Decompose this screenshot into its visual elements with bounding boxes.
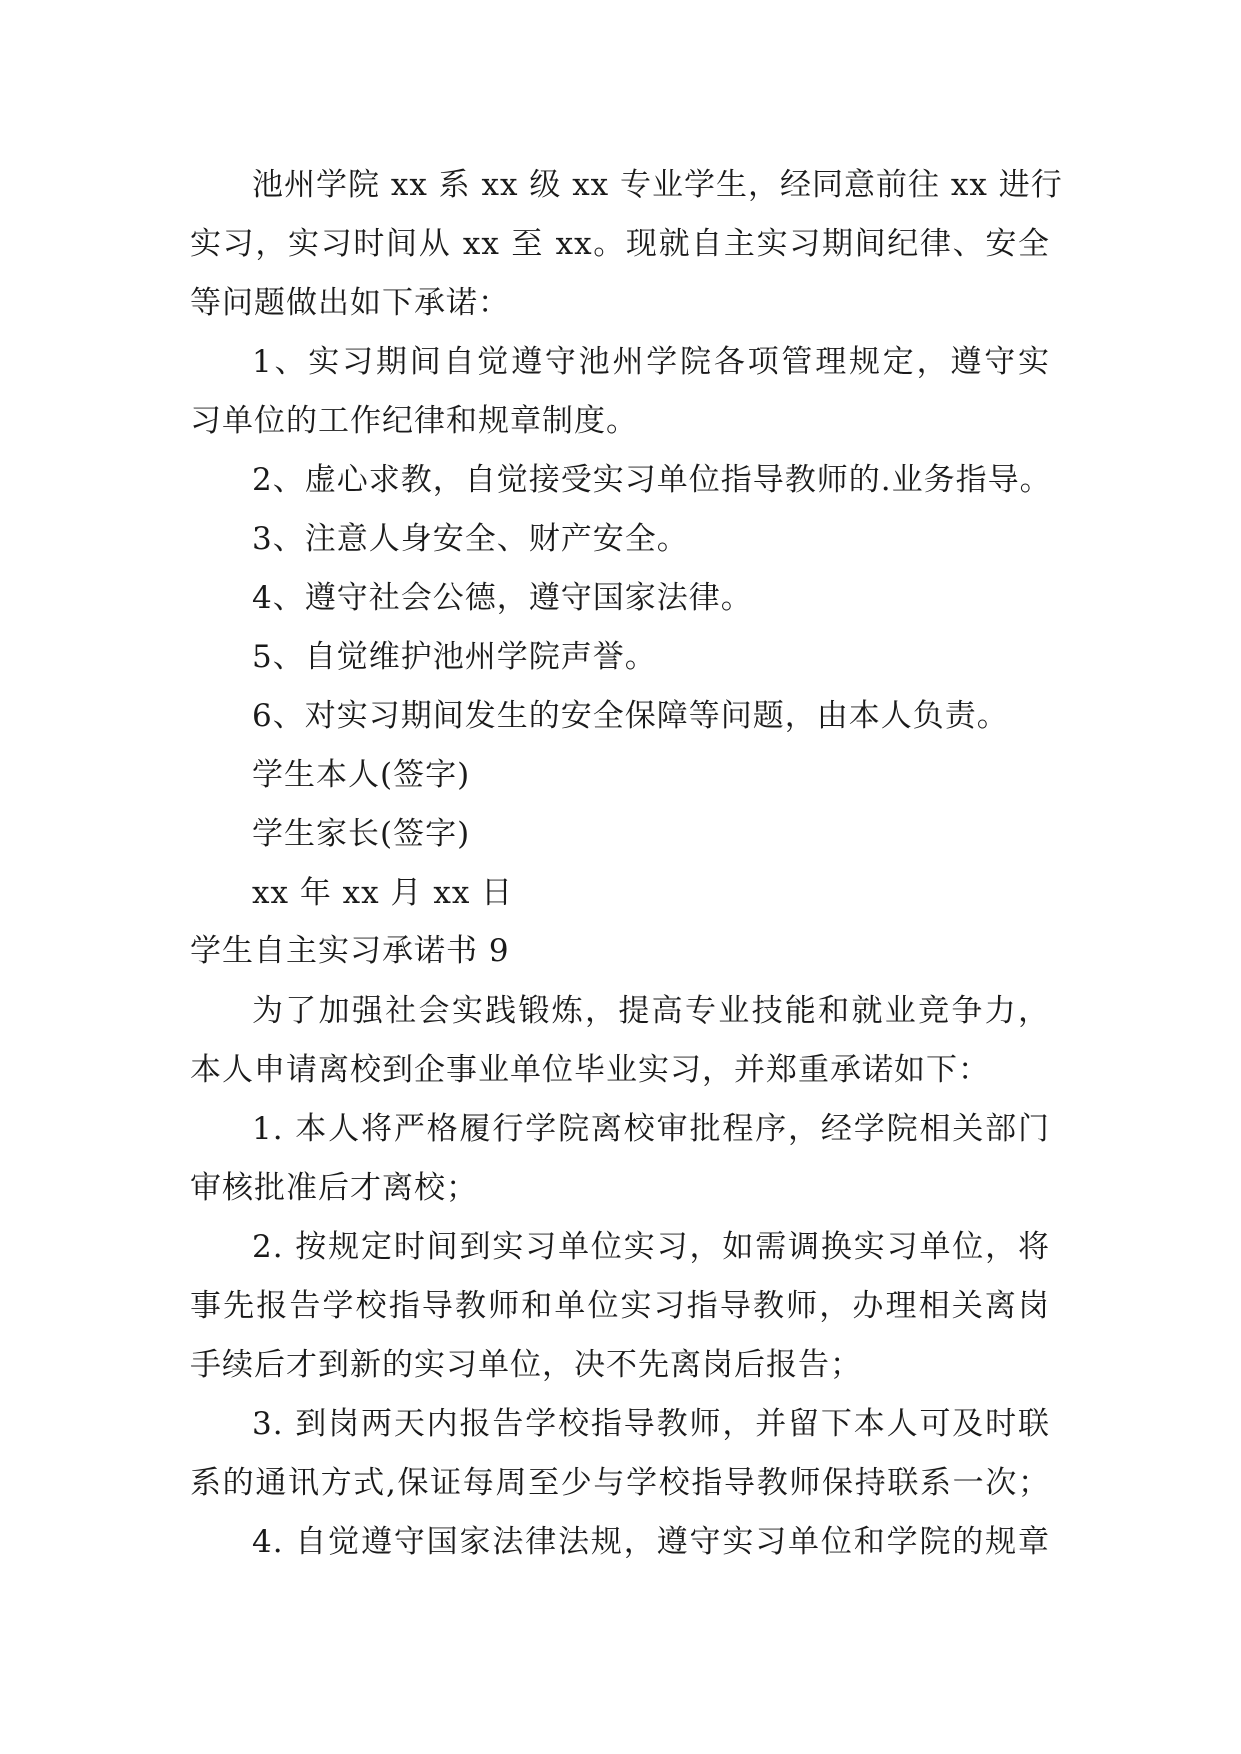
list-item-line: 事先报告学校指导教师和单位实习指导教师，办理相关离岗 [190,1288,1050,1324]
list-item-line: 5、自觉维护池州学院声誉。 [252,639,657,675]
list-item-line: 习单位的工作纪律和规章制度。 [190,403,638,439]
date-line: xx 年 xx 月 xx 日 [252,875,514,911]
student-signature-label: 学生本人(签字) [252,757,471,793]
list-item-line: 4. 自觉遵守国家法律法规，遵守实习单位和学院的规章 [252,1524,1050,1560]
list-item-line: 3、注意人身安全、财产安全。 [252,521,689,557]
list-item-line: 系的通讯方式,保证每周至少与学校指导教师保持联系一次； [190,1465,1050,1501]
list-item-line: 6、对实习期间发生的安全保障等问题，由本人负责。 [252,698,1009,734]
list-item-line: 4、遵守社会公德，遵守国家法律。 [252,580,753,616]
list-item-line: 2、虚心求教，自觉接受实习单位指导教师的.业务指导。 [252,462,1052,498]
list-item-line: 1、实习期间自觉遵守池州学院各项管理规定，遵守实 [252,344,1050,380]
paragraph-line: 实习，实习时间从 xx 至 xx。现就自主实习期间纪律、安全 [190,226,1050,262]
paragraph-line: 为了加强社会实践锻炼，提高专业技能和就业竞争力， [252,993,1050,1029]
paragraph-line: 池州学院 xx 系 xx 级 xx 专业学生，经同意前往 xx 进行 [252,167,1063,203]
parent-signature-label: 学生家长(签字) [252,816,471,852]
paragraph-line: 等问题做出如下承诺： [190,285,510,321]
paragraph-line: 本人申请离校到企事业单位毕业实习，并郑重承诺如下： [190,1052,990,1088]
section-heading: 学生自主实习承诺书 9 [190,933,510,969]
list-item-line: 2. 按规定时间到实习单位实习，如需调换实习单位，将 [252,1229,1050,1265]
list-item-line: 审核批准后才离校； [190,1170,478,1206]
list-item-line: 手续后才到新的实习单位，决不先离岗后报告； [190,1347,862,1383]
list-item-line: 3. 到岗两天内报告学校指导教师，并留下本人可及时联 [252,1406,1050,1442]
list-item-line: 1. 本人将严格履行学院离校审批程序，经学院相关部门 [252,1111,1050,1147]
